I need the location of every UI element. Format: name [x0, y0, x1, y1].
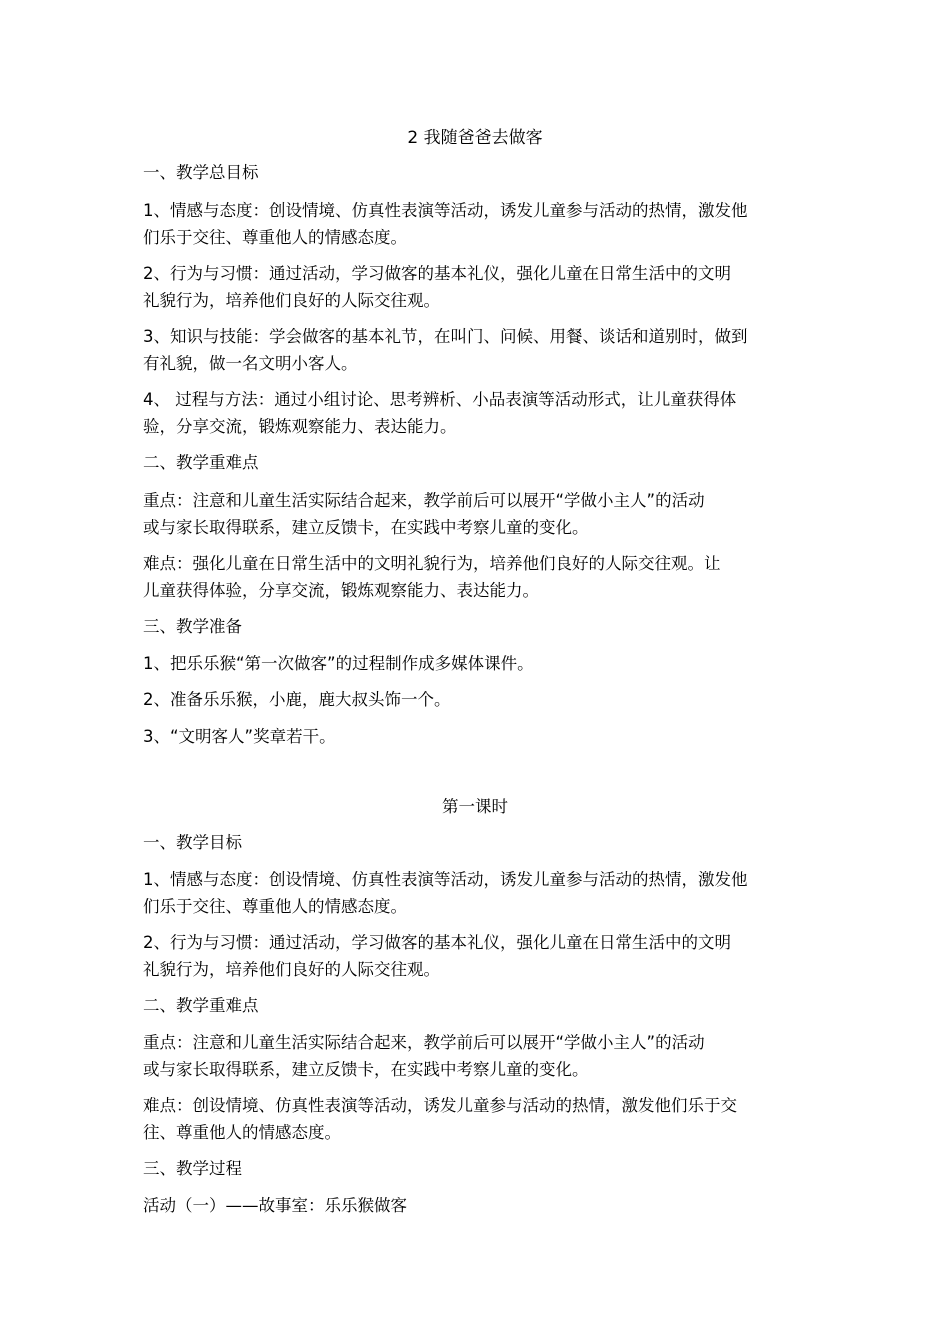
preparation-item-2: 2、准备乐乐猴，小鹿，鹿大叔头饰一个。	[143, 690, 451, 709]
lesson-1-difficult-point-line-2: 往、尊重他人的情感态度。	[143, 1123, 341, 1142]
goal-1-line-2: 们乐于交往、尊重他人的情感态度。	[143, 228, 407, 247]
section-heading-key-points: 二、教学重难点	[143, 453, 259, 472]
lesson-1-heading-key-points: 二、教学重难点	[143, 996, 259, 1015]
preparation-item-1: 1、把乐乐猴“第一次做客”的过程制作成多媒体课件。	[143, 654, 534, 673]
section-heading-preparation: 三、教学准备	[143, 617, 242, 636]
section-heading-overall-goals: 一、教学总目标	[143, 163, 259, 182]
lesson-1-key-point-line-2: 或与家长取得联系，建立反馈卡，在实践中考察儿童的变化。	[143, 1060, 589, 1079]
lesson-1-difficult-point-line-1: 难点：创设情境、仿真性表演等活动，诱发儿童参与活动的热情，激发他们乐于交	[143, 1096, 737, 1115]
goal-2-line-2: 礼貌行为，培养他们良好的人际交往观。	[143, 291, 440, 310]
lesson-1-goal-2-line-2: 礼貌行为，培养他们良好的人际交往观。	[143, 960, 440, 979]
key-point-line-1: 重点：注意和儿童生活实际结合起来，教学前后可以展开“学做小主人”的活动	[143, 491, 705, 510]
goal-2-line-1: 2、行为与习惯：通过活动，学习做客的基本礼仪，强化儿童在日常生活中的文明	[143, 264, 731, 283]
goal-4-line-2: 验，分享交流，锻炼观察能力、表达能力。	[143, 417, 457, 436]
goal-3-line-1: 3、知识与技能：学会做客的基本礼节，在叫门、问候、用餐、谈话和道别时，做到	[143, 327, 748, 346]
lesson-1-heading-process: 三、教学过程	[143, 1159, 242, 1178]
goal-4-line-1: 4、 过程与方法：通过小组讨论、思考辨析、小品表演等活动形式，让儿童获得体	[143, 390, 737, 409]
lesson-1-key-point-line-1: 重点：注意和儿童生活实际结合起来，教学前后可以展开“学做小主人”的活动	[143, 1033, 705, 1052]
goal-3-line-2: 有礼貌，做一名文明小客人。	[143, 354, 358, 373]
preparation-item-3: 3、“文明客人”奖章若干。	[143, 727, 336, 746]
difficult-point-line-2: 儿童获得体验，分享交流，锻炼观察能力、表达能力。	[143, 581, 539, 600]
lesson-1-goal-2-line-1: 2、行为与习惯：通过活动，学习做客的基本礼仪，强化儿童在日常生活中的文明	[143, 933, 731, 952]
goal-1-line-1: 1、情感与态度：创设情境、仿真性表演等活动，诱发儿童参与活动的热情，激发他	[143, 201, 748, 220]
lesson-1-heading-goals: 一、教学目标	[143, 833, 242, 852]
key-point-line-2: 或与家长取得联系，建立反馈卡，在实践中考察儿童的变化。	[143, 518, 589, 537]
difficult-point-line-1: 难点：强化儿童在日常生活中的文明礼貌行为，培养他们良好的人际交往观。让	[143, 554, 721, 573]
lesson-1-title: 第一课时	[442, 797, 508, 816]
document-title: 2 我随爸爸去做客	[407, 128, 543, 148]
lesson-1-activity-1: 活动（一）——故事室：乐乐猴做客	[143, 1196, 407, 1215]
lesson-1-goal-1-line-2: 们乐于交往、尊重他人的情感态度。	[143, 897, 407, 916]
lesson-1-goal-1-line-1: 1、情感与态度：创设情境、仿真性表演等活动，诱发儿童参与活动的热情，激发他	[143, 870, 748, 889]
